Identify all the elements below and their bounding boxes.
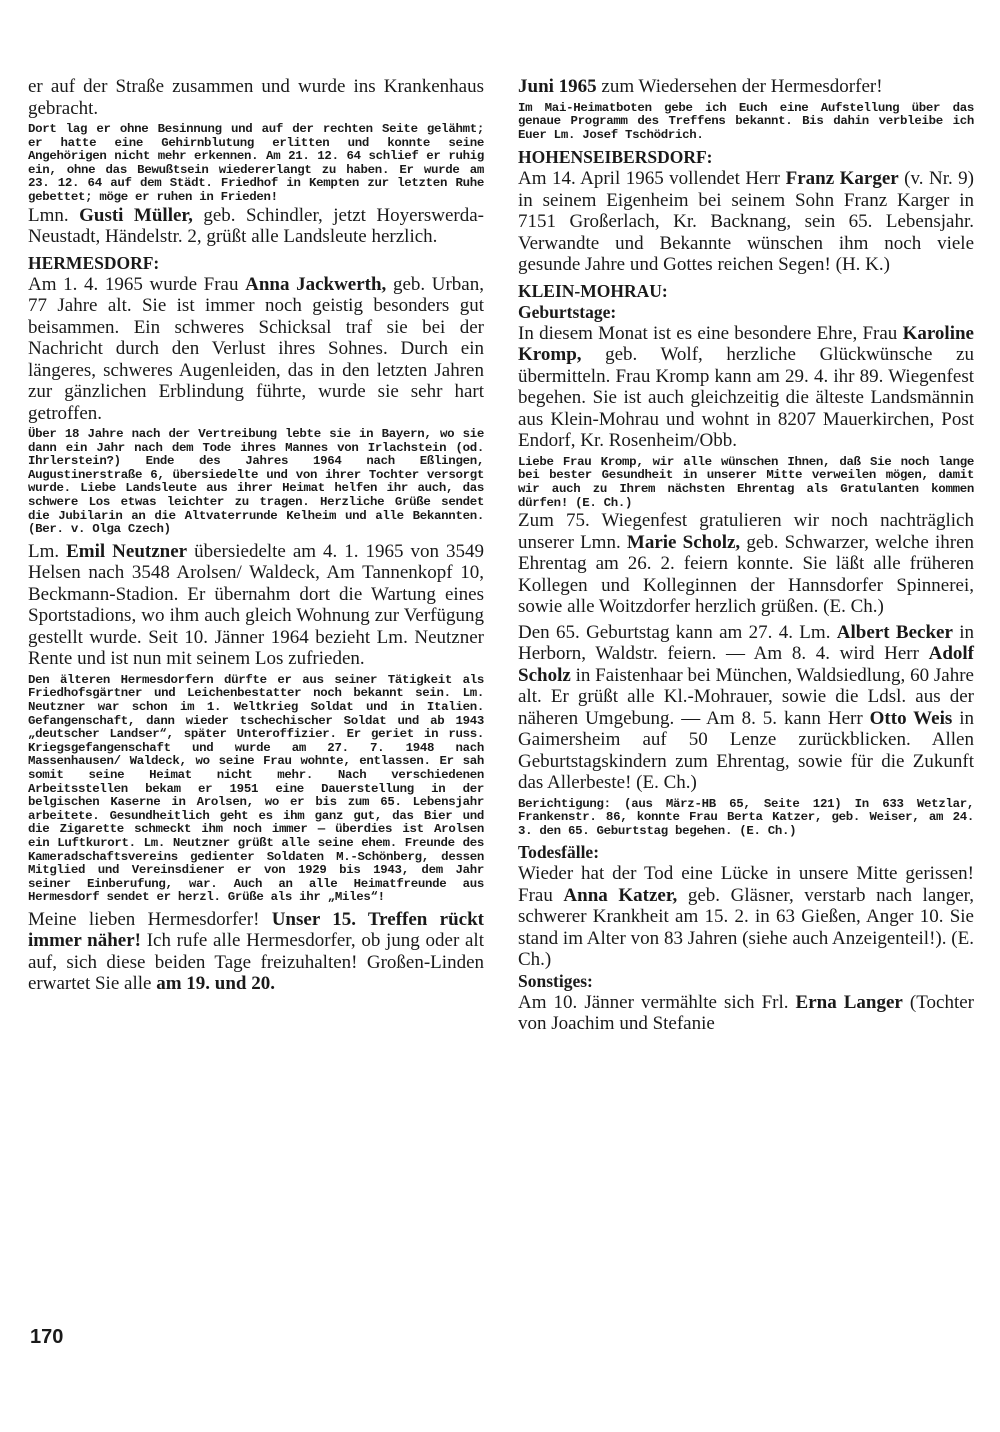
person-name: Anna Jackwerth, [245, 273, 387, 295]
text: Lm. [28, 540, 67, 562]
text: geb. Urban, 77 Jahre alt. Sie ist immer noch geistig besonders gut beisammen. Ein schweres Schicksal traf sie bei der Nachricht durch den Verlust ihres Sohnes. Durch ein längeres, schweres Augenleiden, das in den letzten Jahren zur gänzlichen Erblindung führte, wurde sie sehr hart getroffen. [28, 273, 484, 424]
person-name: Emil Neutzner [66, 540, 188, 562]
page-number: 170 [30, 1326, 64, 1348]
text: Den 65. Geburtstag kann am 27. 4. Lm. [518, 621, 837, 643]
person-name: Marie Scholz, [626, 531, 741, 553]
emphasis: Juni 1965 [518, 76, 597, 97]
text: Wieder hat der Tod eine Lücke in unsere Mitte gerissen! Frau [518, 863, 974, 906]
text: begehen. (E. Ch.) [667, 823, 797, 838]
paragraph [28, 541, 484, 670]
text: Am 14. April 1965 vollendet Herr [518, 168, 786, 190]
paragraph [518, 76, 974, 98]
paragraph [28, 274, 484, 425]
text: (aus März-HB 65, Seite 121) In 633 Wetzlar, Frankenstr. 86, konnte Frau Berta Katzer, geb. Weiser, am 24. 3. den [518, 796, 974, 838]
text: Ich rufe alle Hermesdorfer, ob jung oder alt auf, sich diese beiden Tage freizuhalten! Großen-Linden erwartet Sie alle [28, 930, 484, 995]
text: In diesem Monat ist es eine besondere Ehre, Frau [518, 322, 903, 344]
person-name: Adolf Scholz [518, 643, 974, 686]
person-name: Albert Becker [836, 621, 953, 643]
section-heading-hohenseibersdorf: HOHENSEIBERSDORF: [518, 147, 713, 168]
person-name: Otto Weis [869, 707, 953, 729]
section-heading-hermesdorf: HERMESDORF: [28, 252, 160, 273]
emphasis: 65. Geburtstag [567, 823, 668, 838]
paragraph [518, 323, 974, 452]
paragraph [28, 205, 484, 248]
text: übersiedelte am 4. 1. 1965 von 3549 Helsen nach 3548 Arolsen/ Waldeck, Am Tannenkopf 10, Beckmann-Stadion. Er übernahm dort die Wartung eines Sportstadions, wo ihm auch gleich Wohnung zur Verfügung gestellt wurde. Seit 10. Jänner 1964 bezieht Lm. Neutzner Rente und ist nun mit seinem Los zufrieden. [28, 540, 484, 670]
left-column [28, 76, 484, 995]
small-paragraph: Über 18 Jahre nach der Vertreibung lebte sie in Bayern, wo sie dann ein Jahr nach dem Tode ihres Mannes von Irlachstein (od. Ihrlerstein?) Ende des Jahres 1964 nach Eßlingen, Augustinerstraße 6, übersiedelte und von ihrer Tochter versorgt wurde. Liebe Landsleute aus ihrer Heimat helfen ihr auch, das schwere Los etwas leichter zu tragen. Herzliche Grüße sendet die Jubilarin an die Altvaterrunde Kelheim und alle Bekannten. (Ber. v. Olga Czech) [28, 427, 484, 537]
section-heading-klein-mohrau: KLEIN-MOHRAU: [518, 280, 668, 301]
text: (Tochter von Joachim und Stefanie [518, 991, 974, 1035]
text: Lmn. [28, 204, 80, 226]
text: Zum 75. Wiegenfest gratulieren wir noch nachträglich unserer Lmn. [518, 510, 974, 553]
paragraph [518, 992, 974, 1035]
small-paragraph: Liebe Frau Kromp, wir alle wünschen Ihnen, daß Sie noch lange bei bester Gesundheit in unserer Mitte verweilen mögen, damit wir auch zu Ihrem nächsten Ehrentag als Gratulanten kommen dürfen! (E. Ch.) [518, 454, 974, 510]
subheading-sonstiges: Sonstiges: [518, 970, 593, 991]
emphasis: Unser 15. Treffen rückt immer näher! [28, 908, 484, 952]
text: (v. Nr. 9) in seinem Eigenheim bei seinem Sohn Franz Karger in 7151 Großerlach, Kr. Backnang, sein 65. Lebensjahr. Verwandte und Bekannte wünschen ihm noch viele gesunde Jahre und Gottes reichen Segen! (H. K.) [518, 168, 975, 276]
text: in Gaimersheim auf 50 Lenze zurückblicken. Allen Geburtstagskindern zum Ehrentag, sowie für die Zukunft das Allerbeste! (E. Ch.) [518, 707, 974, 794]
person-name: Franz Karger [785, 168, 899, 190]
small-paragraph [518, 798, 974, 839]
subheading-geburtstage: Geburtstage: [518, 301, 617, 322]
small-paragraph: Im Mai-Heimatboten gebe ich Euch eine Aufstellung über das genaue Programm des Treffens bekannt. Bis dahin verbleibe ich Euer Lm. Josef Tschödrich. [518, 100, 974, 142]
text: geb. Gläsner, verstarb nach langer, schwerer Krankheit am 15. 2. in 63 Gießen, Anger 10. Sie stand im Alter von 83 Jahren (siehe auch Anzeigenteil!). (E. Ch.) [518, 884, 974, 971]
text: Am 1. 4. 1965 wurde Frau [28, 273, 246, 295]
paragraph [518, 168, 974, 276]
label: Berichtigung: [518, 796, 611, 811]
text: geb. Wolf, herzliche Glückwünsche zu übermitteln. Frau Kromp kann am 29. 4. ihr 89. Wiegenfest begehen. Sie ist auch gleichzeitig die älteste Landsmännin aus Klein-Mohrau und wohnt in 8207 Mauerkirchen, Post Endorf, Kr. Rosenheim/Obb. [518, 344, 974, 452]
paragraph [518, 863, 974, 971]
small-paragraph: Den älteren Hermesdorfern dürfte er aus seiner Tätigkeit als Friedhofsgärtner und Leichenbestatter noch bekannt sein. Lm. Neutzner war schon im 1. Weltkrieg Soldat und in Italien. Gefangenschaft, dann wieder tschechischer Soldat und ab 1943 „deutscher Landser“, später Unteroffizier. Er geriet in russ. Kriegsgefangenschaft und wurde am 27. 7. 1948 nach Massenhausen/ Waldeck, wo seine Frau wohnte, entlassen. Er sah somit seine Heimat nicht mehr. Nach verschiedenen Arbeitsstellen bekam er 1951 eine Dauerstellung in der belgischen Kaserne in Arolsen, wo er bis zum 65. Lebensjahr arbeitete. Gesundheitlich geht es ihm ganz gut, das Bier und die Zigarette schmeckt ihm noch immer — überdies ist Arolsen ein Luftkurort. Lm. Neutzner grüßt alle seine ehem. Freunde des Kameradschaftsvereins gedienter Soldaten M.-Schönberg, dessen Mitglied und Vereinsdiener er von 1929 bis 1943, dem Jahr seiner Einberufung, war. Auch an alle Heimatfreunde aus Hermesdorf sendet er herzl. Grüße als ihr „Miles“! [28, 672, 484, 905]
person-name: Anna Katzer, [563, 884, 678, 906]
person-name: Gusti Müller, [79, 204, 193, 226]
emphasis: am 19. und 20. [156, 973, 275, 995]
paragraph [518, 622, 974, 794]
paragraph: er auf der Straße zusammen und wurde ins Krankenhaus gebracht. [28, 76, 484, 119]
text: in Herborn, Waldstr. feiern. — Am 8. 4. wird Herr [518, 621, 974, 665]
text: geb. Schwarzer, welche ihren Ehrentag am 26. 2. feiern konnte. Sie läßt alle früheren Kollegen und Kolleginnen der Hannsdorfer Spinnerei, sowie alle Woitzdorfer herzlich grüßen. (E. Ch.) [518, 531, 975, 618]
text: zum Wiedersehen der Hermesdorfer! [596, 76, 883, 97]
right-column [518, 76, 974, 1035]
text: in Faistenhaar bei München, Waldsiedlung, 60 Jahre alt. Er grüßt alle Kl.-Mohrauer, sowie die Ldsl. aus der näheren Umgebung. — Am 8. 5. kann Herr [518, 664, 974, 729]
paragraph [518, 510, 974, 618]
person-name: Erna Langer [795, 991, 903, 1013]
text: Meine lieben Hermesdorfer! [28, 908, 272, 930]
small-paragraph: Dort lag er ohne Besinnung und auf der rechten Seite gelähmt; er hatte eine Gehirnblutung erlitten und konnte seine Angehörigen nicht mehr erkennen. Am 21. 12. 64 schlief er ruhig ein, ohne das Bewußtsein wiedererlangt zu haben. Er wurde am 23. 12. 64 auf dem Städt. Friedhof in Kempten zur letzten Ruhe gebettet; möge er ruhen in Frieden! [28, 122, 484, 204]
paragraph [28, 909, 484, 995]
subheading-todesfaelle: Todesfälle: [518, 842, 600, 863]
person-name: Karoline Kromp, [518, 322, 974, 366]
text: Am 10. Jänner vermählte sich Frl. [518, 991, 796, 1013]
text: geb. Schindler, jetzt Hoyerswerda-Neustadt, Händelstr. 2, grüßt alle Landsleute herzlich. [28, 204, 485, 248]
